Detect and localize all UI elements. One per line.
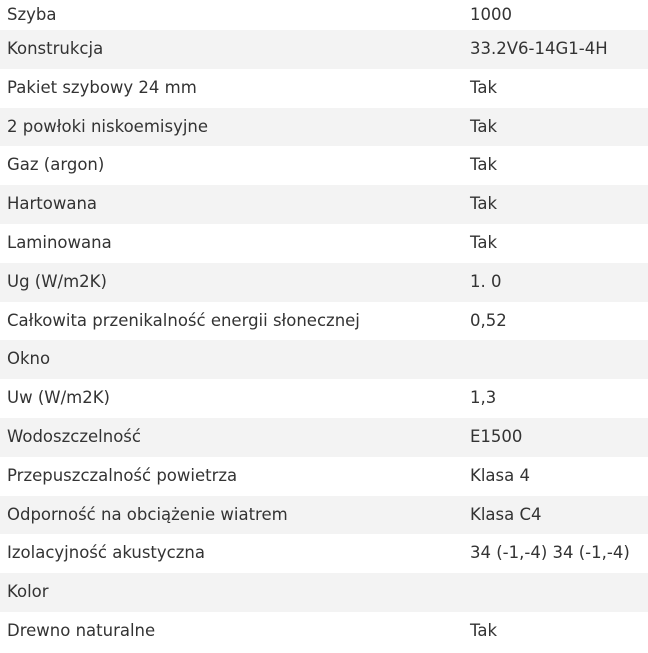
- row-label-izolacyjnosc: Izolacyjność akustyczna: [7, 543, 205, 563]
- row-label-hartowana: Hartowana: [7, 194, 98, 214]
- table-row: [0, 185, 648, 224]
- row-value-okno: [463, 340, 648, 379]
- row-value-wodoszczelnosc: E1500: [470, 426, 523, 446]
- table-row: [0, 69, 648, 108]
- row-value-ug: 1. 0: [470, 271, 502, 291]
- table-row: [0, 30, 648, 69]
- row-label-laminowana: Laminowana: [7, 232, 112, 252]
- table-row: [0, 612, 648, 651]
- row-label-odpornosc: Odporność na obciążenie wiatrem: [7, 504, 288, 524]
- table-row: [0, 534, 648, 573]
- row-value-przepuszczalnosc: Klasa 4: [470, 465, 530, 485]
- table-row: [0, 457, 648, 496]
- row-label-pakiet-szybowy: Pakiet szybowy 24 mm: [7, 77, 197, 97]
- table-row: [0, 379, 648, 418]
- row-label-uw: Uw (W/m2K): [7, 388, 110, 408]
- row-label-szyba: Szyba: [7, 5, 57, 24]
- table-row: [0, 224, 648, 263]
- row-label-konstrukcja: Konstrukcja: [7, 39, 104, 58]
- table-row: [0, 496, 648, 535]
- row-label-drewno: Drewno naturalne: [7, 620, 156, 640]
- row-label-kolor: Kolor: [7, 582, 49, 602]
- row-label-powloki: 2 powłoki niskoemisyjne: [7, 116, 209, 136]
- row-value-szyba: 1000: [470, 5, 512, 24]
- table-row: [0, 0, 648, 30]
- row-label-ug: Ug (W/m2K): [7, 271, 107, 291]
- table-row: [0, 302, 648, 341]
- row-value-izolacyjnosc: 34 (-1,-4) 34 (-1,-4): [470, 543, 630, 563]
- row-value-konstrukcja: 33.2V6-14G1-4H: [470, 39, 608, 58]
- row-value-przenikalnosc: 0,52: [470, 310, 507, 330]
- row-value-gaz: Tak: [470, 155, 498, 175]
- row-value-pakiet-szybowy: Tak: [470, 77, 498, 97]
- row-label-gaz: Gaz (argon): [7, 155, 105, 175]
- table-row: [0, 418, 648, 457]
- row-label-okno: Okno: [7, 349, 51, 369]
- table-row: [0, 263, 648, 302]
- row-label-przenikalnosc: Całkowita przenikalność energii słonecznej: [7, 310, 360, 330]
- table-row: [0, 573, 648, 612]
- row-value-hartowana: Tak: [470, 194, 498, 214]
- row-value-kolor: [463, 573, 648, 612]
- row-value-drewno: Tak: [470, 620, 498, 640]
- row-value-powloki: Tak: [470, 116, 498, 136]
- row-value-uw: 1,3: [470, 388, 497, 408]
- table-row: [0, 340, 648, 379]
- row-value-odpornosc: Klasa C4: [470, 504, 542, 524]
- row-label-przepuszczalnosc: Przepuszczalność powietrza: [7, 465, 238, 485]
- row-value-laminowana: Tak: [470, 232, 498, 252]
- table-row: [0, 108, 648, 147]
- row-label-wodoszczelnosc: Wodoszczelność: [7, 426, 141, 446]
- table-row: [0, 146, 648, 185]
